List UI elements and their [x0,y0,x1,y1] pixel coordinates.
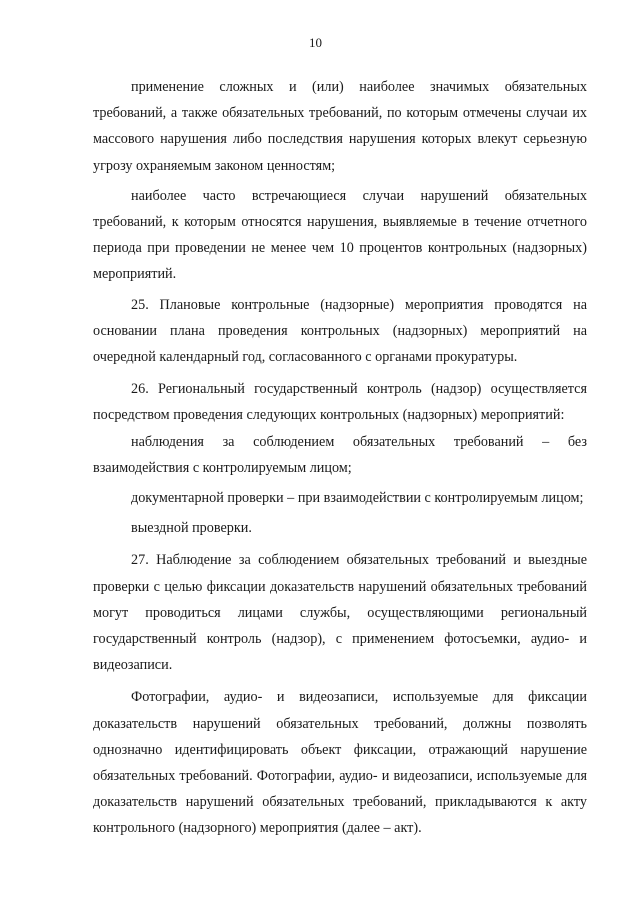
list-item-observation: наблюдения за соблюдением обязательных требований – без взаимодействия с контролируемым лицом; [93,433,587,476]
paragraph-significant-requirements: применение сложных и (или) наиболее значимых обязательных требований, а также обязательных требований, по которым отмечены случаи их массового нарушения либо последствия нарушения которых влекут серьезную угрозу охраняемым законом ценностям; [93,79,587,174]
paragraph-27: 27. Наблюдение за соблюдением обязательных требований и выездные проверки с целью фиксации доказательств нарушений обязательных требований могут проводиться лицами службы, осуществляющими региональный государственный контроль (надзор), с применением фотосъемки, аудио- и видеозаписи. [93,552,587,674]
paragraph-frequent-violations: наиболее часто встречающиеся случаи нарушений обязательных требований, к которым относятся нарушения, выявляемые в течение отчетного периода при проведении не менее чем 10 процентов контрольных (надзорных) мероприятий. [93,187,587,283]
paragraph-25: 25. Плановые контрольные (надзорные) мероприятия проводятся на основании плана проведения контрольных (надзорных) мероприятий на очередной календарный год, согласованного с органами прокуратуры. [93,296,587,366]
document-body [93,74,587,842]
page-number: 10 [309,35,322,50]
list-item-onsite-inspection: выездной проверки. [131,520,252,537]
paragraph-26: 26. Региональный государственный контроль (надзор) осуществляется посредством проведения следующих контрольных (надзорных) мероприятий: [93,381,587,424]
paragraph-photo-video: Фотографии, аудио- и видеозаписи, используемые для фиксации доказательств нарушений обязательных требований, должны позволять однозначно идентифицировать объект фиксации, отражающий нарушение обязательных требований. Фотографии, аудио- и видеозаписи, используемые для доказательств нарушений обязательных требований, прикладываются к акту контрольного (надзорного) мероприятия (далее – акт). [93,689,587,837]
list-item-documentary-inspection: документарной проверки – при взаимодействии с контролируемым лицом; [131,490,584,507]
